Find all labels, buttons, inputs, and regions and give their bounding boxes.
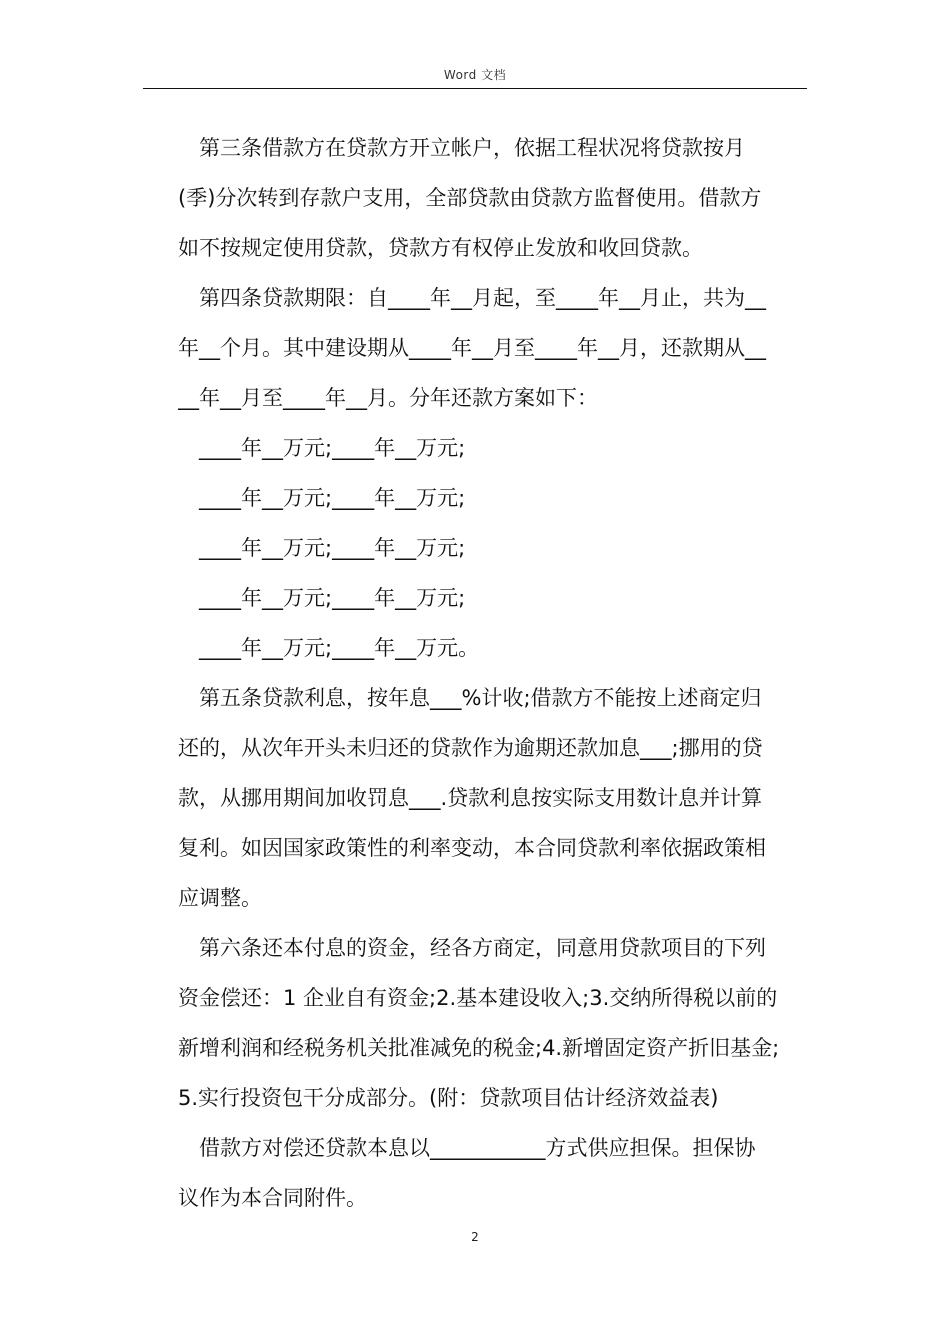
paragraph (178, 573, 810, 623)
paragraph (178, 273, 810, 423)
paragraph-line: 新增利润和经税务机关批准减免的税金;4.新增固定资产折旧基金; (178, 1036, 780, 1060)
paragraph-line: 第六条还本付息的资金，经各方商定，同意用贷款项目的下列 (199, 936, 766, 960)
paragraph-line: 款，从挪用期间加收罚息___.贷款利息按实际支用数计息并计算 (178, 786, 763, 810)
paragraph (178, 423, 810, 473)
paragraph-line: 议作为本合同附件。 (178, 1186, 367, 1210)
paragraph-line: __年__月至____年__月。分年还款方案如下： (178, 386, 598, 410)
paragraph-line: 年__个月。其中建设期从____年__月至____年__月，还款期从__ (178, 336, 766, 360)
paragraph-line: 还的，从次年开头未归还的贷款作为逾期还款加息___;挪用的贷 (178, 736, 763, 760)
paragraph-line: ____年__万元;____年__万元; (199, 536, 466, 560)
header-title: Word 文档 (443, 68, 507, 82)
paragraph (178, 923, 810, 1123)
paragraph-line: 第四条贷款期限：自____年__月起，至____年__月止，共为__ (199, 286, 766, 310)
paragraph-line: 第五条贷款利息，按年息___%计收;借款方不能按上述商定归 (199, 686, 762, 710)
paragraph-line: ____年__万元;____年__万元; (199, 586, 466, 610)
paragraph-line: ____年__万元;____年__万元。 (199, 636, 480, 660)
paragraph (178, 523, 810, 573)
paragraph-line: 应调整。 (178, 886, 262, 910)
paragraph-line: 资金偿还：1 企业自有资金;2.基本建设收入;3.交纳所得税以前的 (178, 986, 778, 1010)
paragraph-line: 如不按规定使用贷款，贷款方有权停止发放和收回贷款。 (178, 236, 703, 260)
paragraph-line: ____年__万元;____年__万元; (199, 436, 466, 460)
paragraph-line: 借款方对偿还贷款本息以___________方式供应担保。担保协 (199, 1136, 756, 1160)
paragraph (178, 473, 810, 523)
paragraph-line: 复利。如因国家政策性的利率变动，本合同贷款利率依据政策相 (178, 836, 766, 860)
paragraph (178, 673, 810, 923)
paragraph-line: 5.实行投资包干分成部分。(附：贷款项目估计经济效益表) (178, 1086, 719, 1110)
paragraph-line: 第三条借款方在贷款方开立帐户，依据工程状况将贷款按月 (199, 136, 745, 160)
paragraph (178, 623, 810, 673)
paragraph (178, 1123, 810, 1223)
paragraph-line: ____年__万元;____年__万元; (199, 486, 466, 510)
paragraph-line: (季)分次转到存款户支用，全部贷款由贷款方监督使用。借款方 (178, 186, 762, 210)
document-body (178, 123, 810, 1223)
header-divider (143, 88, 807, 89)
page-number: 2 (471, 1230, 479, 1244)
paragraph (178, 123, 810, 273)
